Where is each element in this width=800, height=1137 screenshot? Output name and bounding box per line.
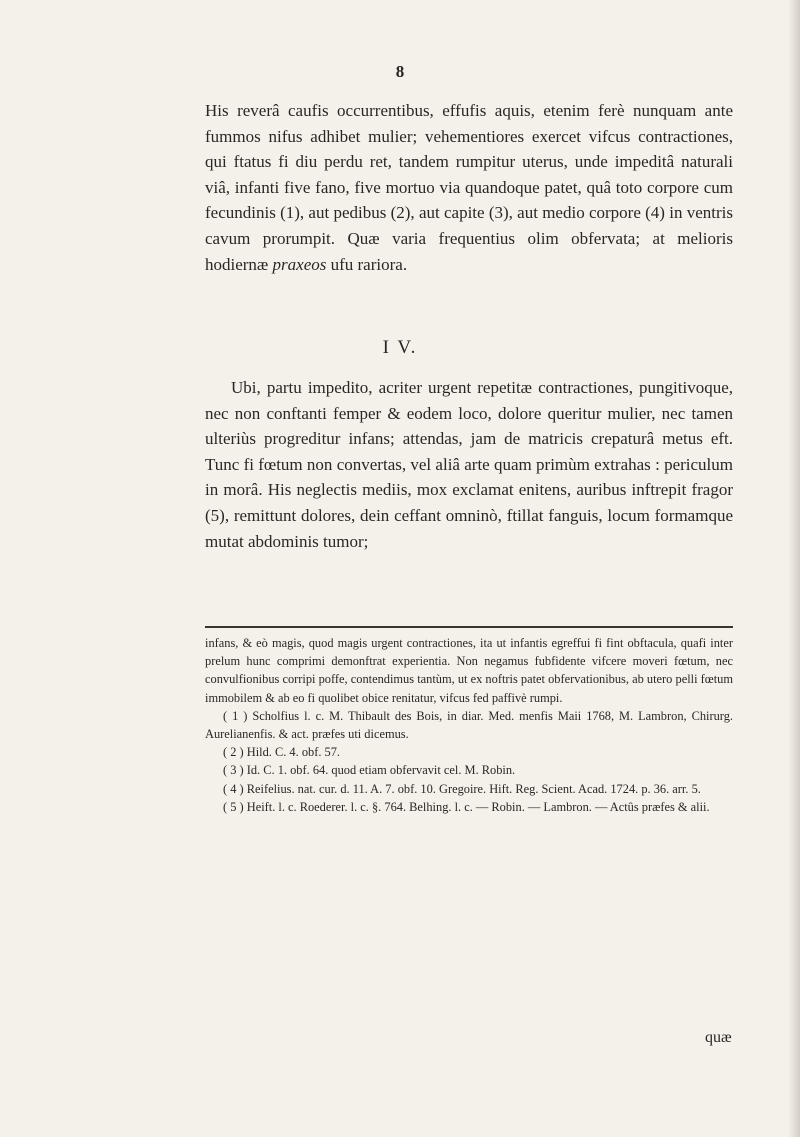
footnote-2: ( 2 ) Hild. C. 4. obf. 57. bbox=[223, 745, 341, 760]
paragraph-1-text: His reverâ caufis occurrentibus, effufis aquis, etenim ferè nunquam ante fummos nifus adhibet mulier; vehementiores exercet vifcus contractiones, qui ftatus fi diu perdu ret, tandem rumpitur uterus, unde impeditâ naturali viâ, infanti five fano, five mortuo via quandoque patet, quâ toto corpore cum fecundinis (1), aut pedibus (2), aut capite (3), aut medio corpore (4) in ventris cavum prorumpit. Quæ varia frequentius olim obfervata; at melioris hodiernæ bbox=[205, 101, 733, 274]
page-spine-shadow bbox=[788, 0, 800, 1137]
footnote-4: ( 4 ) Reifelius. nat. cur. d. 11. A. 7. obf. 10. Gregoire. Hift. Reg. Scient. Acad. 1724. p. 36. arr. 5. bbox=[223, 781, 701, 796]
paragraph-2: Ubi, partu impedito, acriter urgent repetitæ contractiones, pungitivoque, nec non conftanti femper & eodem loco, dolore queritur mulier, nec tamen ulteriùs progreditur infans; attendas, jam de matricis crepaturâ metus eft. Tunc fi fœtum non convertas, vel aliâ arte quam primùm extrahas : periculum in morâ. His neglectis mediis, mox exclamat enitens, auribus inftrepit fragor (5), remittunt dolores, dein ceffant omninò, ftillat fanguis, locum formamque mutat abdominis tumor; bbox=[205, 378, 733, 551]
footnote-5: ( 5 ) Heift. l. c. Roederer. l. c. §. 764. Belhing. l. c. — Robin. — Lambron. — Actûs præfes & alii. bbox=[223, 799, 710, 814]
section-heading: I V. bbox=[382, 337, 418, 358]
footnote-rule bbox=[205, 626, 733, 628]
footnote-continuation: infans, & eò magis, quod magis urgent contractiones, ita ut infantis egreffui fi fint obftacula, quafi inter prelum hunc comprimi demonftrat experientia. Non negamus fubfidente vifcere moveri fœtum, nec convulfionibus corripi poffe, contendimus tantùm, ut ex noftris patet obfervationibus, ab utero pelli fœtum immobilem & ab eo fi quolibet obice renitatur, vifcus fed paffivè rumpi. bbox=[205, 636, 733, 705]
footnote-3: ( 3 ) Id. C. 1. obf. 64. quod etiam obfervavit cel. M. Robin. bbox=[223, 763, 516, 778]
footnotes bbox=[205, 634, 733, 816]
paragraph-1 bbox=[205, 98, 733, 277]
paragraph-1-italic: praxeos bbox=[272, 254, 327, 274]
footnote-1: ( 1 ) Scholfius l. c. M. Thibault des Bois, in diar. Med. menfis Maii 1768, M. Lambron, Chirurg. Aurelianenfis. & act. præfes uti dicemus. bbox=[205, 708, 733, 742]
paragraph-1-end: ufu rariora. bbox=[330, 254, 408, 274]
page-number: 8 bbox=[395, 62, 405, 81]
catchword: quæ bbox=[705, 1029, 732, 1046]
